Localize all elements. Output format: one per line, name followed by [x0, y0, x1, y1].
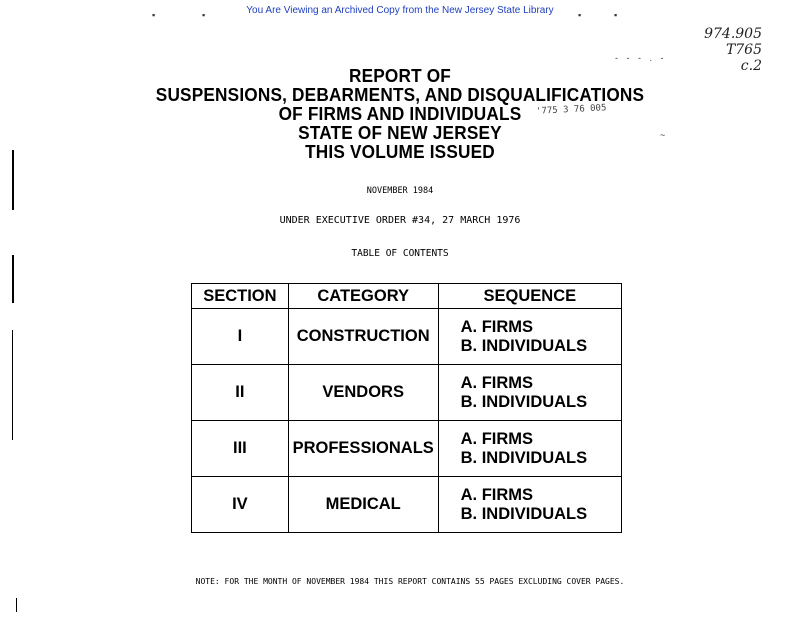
call-number-line: T765	[725, 42, 762, 58]
scan-speck: ▪	[578, 10, 582, 20]
header-category: CATEGORY	[288, 284, 438, 309]
table-row	[192, 365, 622, 421]
sequence-firms: A. FIRMS	[460, 429, 534, 448]
call-number-line: c.2	[740, 58, 762, 74]
scan-speck: ▪	[614, 10, 618, 20]
section-cell: IV	[192, 477, 289, 533]
section-cell: I	[192, 309, 289, 365]
category-cell: MEDICAL	[288, 477, 438, 533]
title-line: SUSPENSIONS, DEBARMENTS, AND DISQUALIFICATIONS	[155, 84, 645, 105]
table-row	[192, 309, 622, 365]
sequence-cell	[438, 365, 621, 421]
archive-banner: You Are Viewing an Archived Copy from the New Jersey State Library	[246, 5, 554, 16]
table-row	[192, 421, 622, 477]
scan-margin-mark	[12, 330, 13, 440]
scan-speck: ▪	[202, 10, 206, 20]
title-line: REPORT OF	[348, 65, 452, 86]
sequence-firms: A. FIRMS	[460, 485, 534, 504]
call-number-line: 974.905	[704, 26, 762, 42]
contents-table	[191, 283, 622, 533]
sequence-firms: A. FIRMS	[460, 317, 534, 336]
section-cell: III	[192, 421, 289, 477]
sequence-cell	[438, 477, 621, 533]
scan-margin-mark	[16, 598, 17, 612]
sequence-individuals: B. INDIVIDUALS	[460, 392, 588, 411]
sequence-individuals: B. INDIVIDUALS	[460, 336, 588, 355]
scan-speck: ~	[660, 130, 666, 140]
report-title	[28, 66, 772, 161]
section-cell: II	[192, 365, 289, 421]
table-row	[192, 477, 622, 533]
sequence-firms: A. FIRMS	[460, 373, 534, 392]
header-sequence: SEQUENCE	[438, 284, 621, 309]
title-line: STATE OF NEW JERSEY	[298, 122, 502, 143]
sequence-individuals: B. INDIVIDUALS	[460, 448, 588, 467]
stamp-text: '775 3 76 005	[535, 103, 607, 117]
executive-order: UNDER EXECUTIVE ORDER #34, 27 MARCH 1976	[279, 215, 521, 226]
scan-margin-mark	[12, 255, 14, 303]
category-cell: CONSTRUCTION	[288, 309, 438, 365]
category-cell: PROFESSIONALS	[288, 421, 438, 477]
toc-heading: TABLE OF CONTENTS	[351, 248, 449, 259]
sequence-cell	[438, 309, 621, 365]
title-line: THIS VOLUME ISSUED	[305, 141, 495, 162]
title-line: OF FIRMS AND INDIVIDUALS	[278, 103, 522, 124]
header-section: SECTION	[192, 284, 289, 309]
page-count-note: NOTE: FOR THE MONTH OF NOVEMBER 1984 THIS REPORT CONTAINS 55 PAGES EXCLUDING COVER PAGES.	[195, 577, 625, 586]
scan-speck: - - - . -	[615, 53, 667, 63]
table-header-row	[192, 284, 622, 309]
sequence-cell	[438, 421, 621, 477]
scan-speck: ▪	[152, 10, 156, 20]
sequence-individuals: B. INDIVIDUALS	[460, 504, 588, 523]
scan-margin-mark	[12, 150, 14, 210]
issue-date: NOVEMBER 1984	[366, 186, 434, 196]
category-cell: VENDORS	[288, 365, 438, 421]
